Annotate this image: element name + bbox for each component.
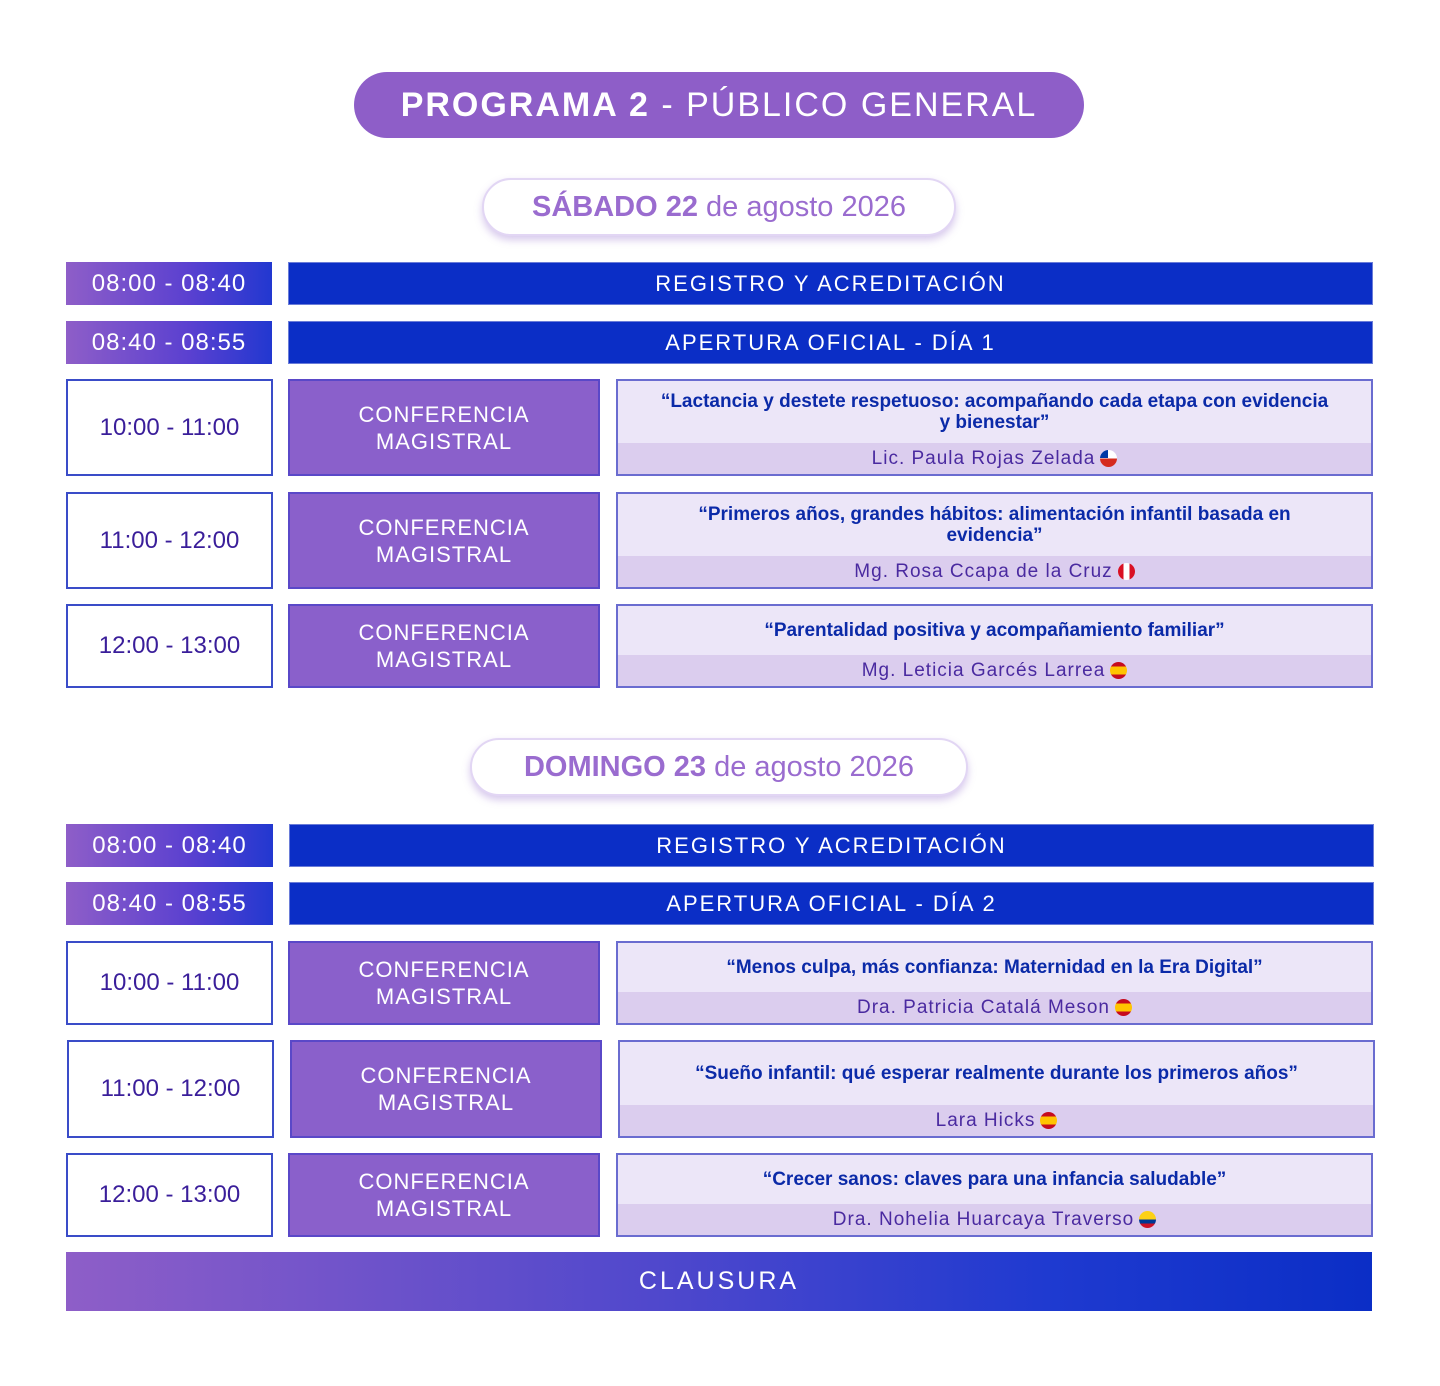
spain-flag-icon (1110, 662, 1127, 679)
talk-speaker (620, 1105, 1373, 1136)
talk-speaker (618, 443, 1371, 474)
spain-flag-icon (1115, 999, 1132, 1016)
session-type (288, 1153, 600, 1237)
program-title-rest: - PÚBLICO GENERAL (649, 85, 1038, 124)
day-2-heading (470, 738, 968, 796)
session-time: 12:00 - 13:00 (66, 604, 273, 688)
session-type-line2: MAGISTRAL (375, 541, 513, 567)
session-type (288, 941, 600, 1025)
closing-bar: CLAUSURA (66, 1252, 1372, 1311)
day-1-date: de agosto 2026 (706, 190, 906, 223)
session-type-line1: CONFERENCIA (358, 957, 530, 982)
talk-title: “Primeros años, grandes hábitos: alimentación infantil basada en evidencia” (698, 504, 1291, 546)
day-2-registro-bar: REGISTRO Y ACREDITACIÓN (289, 824, 1374, 867)
session-talk (616, 492, 1373, 589)
day-1-apertura-bar: APERTURA OFICIAL - DÍA 1 (288, 321, 1373, 364)
talk-speaker (618, 992, 1371, 1023)
session-type-line2: MAGISTRAL (375, 984, 513, 1009)
peru-flag-icon (1118, 563, 1135, 580)
session-type (288, 604, 600, 688)
talk-speaker (618, 1204, 1371, 1235)
day-1-registro-bar: REGISTRO Y ACREDITACIÓN (288, 262, 1373, 305)
session-type-line1: CONFERENCIA (360, 1063, 532, 1088)
day-1-registro-time: 08:00 - 08:40 (66, 262, 272, 305)
session-talk (616, 941, 1373, 1025)
session-type-line2: MAGISTRAL (375, 428, 513, 454)
session-type-line1: CONFERENCIA (358, 620, 530, 645)
session-talk (616, 604, 1373, 688)
speaker-name: Mg. Rosa Ccapa de la Cruz (854, 560, 1113, 582)
session-time: 10:00 - 11:00 (66, 941, 273, 1025)
session-time: 11:00 - 12:00 (67, 1040, 274, 1138)
day-2-apertura-time: 08:40 - 08:55 (66, 882, 273, 925)
session-talk (616, 1153, 1373, 1237)
talk-title: “Lactancia y destete respetuoso: acompañando cada etapa con evidencia y bienestar” (660, 391, 1329, 433)
session-type-line1: CONFERENCIA (358, 401, 530, 427)
day-2-date: de agosto 2026 (714, 750, 915, 783)
talk-title: “Sueño infantil: qué esperar realmente durante los primeros años” (695, 1063, 1298, 1084)
talk-title: “Menos culpa, más confianza: Maternidad en la Era Digital” (726, 957, 1263, 978)
session-time: 11:00 - 12:00 (66, 492, 273, 589)
talk-title: “Parentalidad positiva y acompañamiento familiar” (764, 620, 1225, 641)
day-2-weekday: DOMINGO 23 (523, 750, 707, 783)
session-type-line1: CONFERENCIA (358, 514, 530, 540)
speaker-name: Dra. Patricia Catalá Meson (856, 996, 1111, 1018)
session-time: 10:00 - 11:00 (66, 379, 273, 476)
session-type-line2: MAGISTRAL (375, 647, 513, 672)
day-1-heading (482, 178, 956, 236)
session-talk (618, 1040, 1375, 1138)
session-type (290, 1040, 602, 1138)
talk-speaker (618, 655, 1371, 686)
program-title (354, 72, 1084, 138)
talk-speaker (618, 556, 1371, 587)
session-type (288, 379, 600, 476)
session-time: 12:00 - 13:00 (66, 1153, 273, 1237)
speaker-name: Lara Hicks (935, 1109, 1036, 1131)
speaker-name: Mg. Leticia Garcés Larrea (861, 659, 1106, 681)
talk-title: “Crecer sanos: claves para una infancia saludable” (762, 1169, 1227, 1190)
day-2-apertura-bar: APERTURA OFICIAL - DÍA 2 (289, 882, 1374, 925)
session-type-line1: CONFERENCIA (358, 1169, 530, 1194)
session-talk (616, 379, 1373, 476)
day-2-registro-time: 08:00 - 08:40 (66, 824, 273, 867)
chile-flag-icon (1100, 450, 1117, 467)
program-title-bold: PROGRAMA 2 (400, 85, 650, 124)
session-type-line2: MAGISTRAL (377, 1090, 515, 1115)
speaker-name: Dra. Nohelia Huarcaya Traverso (832, 1208, 1135, 1230)
day-1-weekday: SÁBADO 22 (532, 190, 699, 223)
session-type (288, 492, 600, 589)
speaker-name: Lic. Paula Rojas Zelada (871, 447, 1096, 469)
session-type-line2: MAGISTRAL (375, 1196, 513, 1221)
colombia-flag-icon (1139, 1211, 1156, 1228)
spain-flag-icon (1040, 1112, 1057, 1129)
day-1-apertura-time: 08:40 - 08:55 (66, 321, 272, 364)
